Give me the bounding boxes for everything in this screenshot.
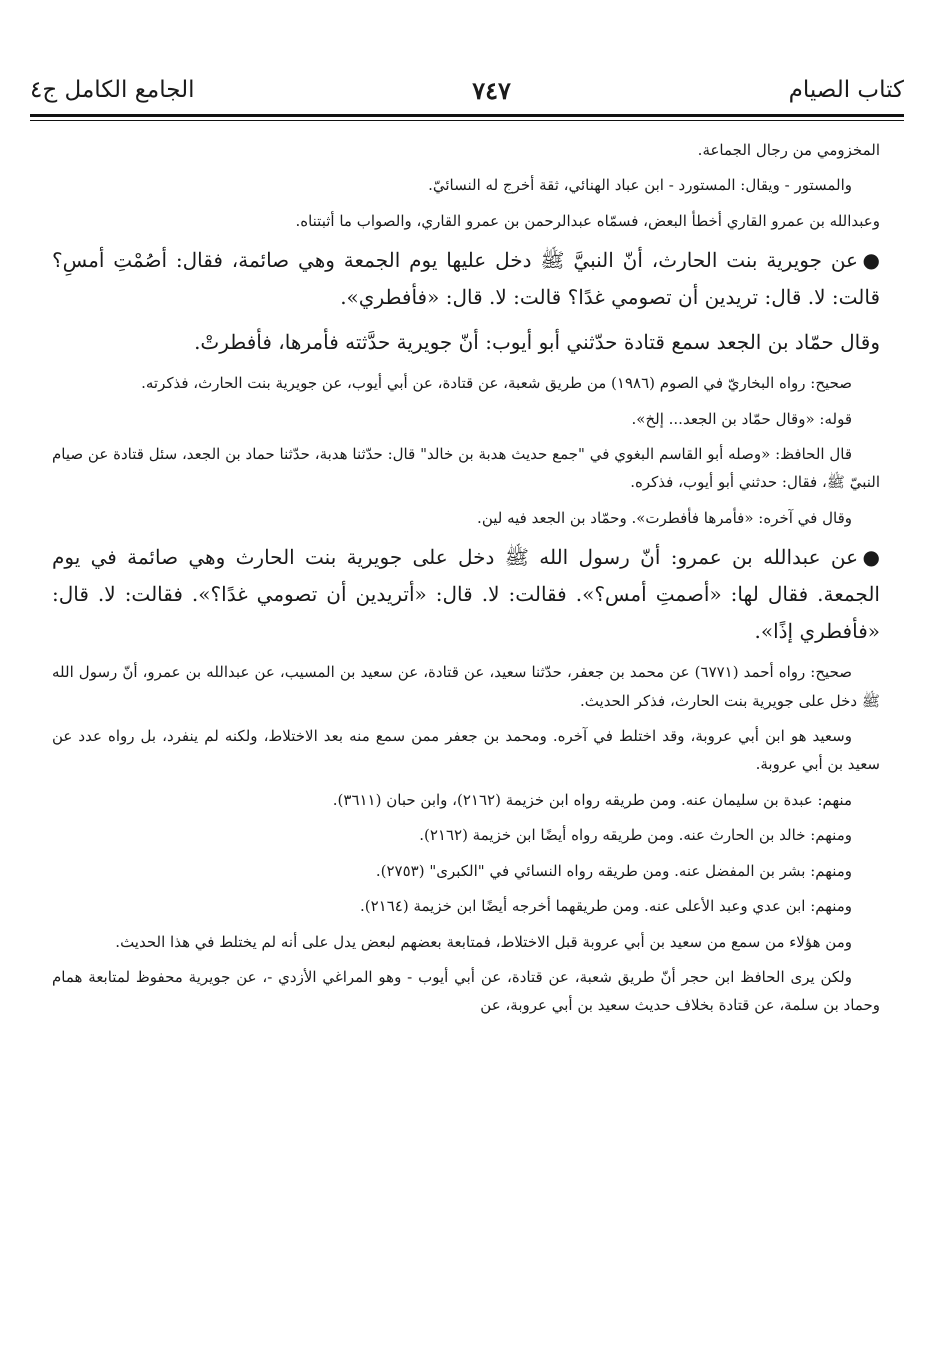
hadith-paragraph	[52, 242, 880, 316]
paragraph-text: وقال حمّاد بن الجعد سمع قتادة حدّثني أبو أيوب: أنّ جويرية حدَّثته فأمرها، فأفطرتْ.	[194, 330, 880, 355]
paragraph-text: ولكن يرى الحافظ ابن حجر أنّ طريق شعبة، عن قتادة، عن أبي أيوب - وهو المراغي الأزدي -، عن جويرية محفوظ لمتابعة همام وحماد بن سلمة، عن قتادة بخلاف حديث سعيد بن أبي عروبة، عن	[52, 967, 880, 1015]
paragraph-text: ومن هؤلاء من سمع من سعيد بن أبي عروبة قبل الاختلاط، فمتابعة بعضهم لبعض يدل على أنه لم يختلط في هذا الحديث.	[115, 932, 852, 951]
paragraph-text: ومنهم: خالد بن الحارث عنه. ومن طريقه رواه أيضًا ابن خزيمة (٢١٦٢).	[419, 826, 852, 845]
paragraph-text: صحيح: رواه أحمد (٦٧٧١) عن محمد بن جعفر، حدّثنا سعيد، عن قتادة، عن سعيد بن المسيب، عن عبدالله بن عمرو، أنّ رسول الله ﷺ دخل على جويرية بنت الحارث، فذكر الحديث.	[52, 663, 880, 710]
paragraph-text: قال الحافظ: «وصله أبو القاسم البغوي في "جمع حديث هدبة بن خالد" قال: حدّثنا هدبة، حدّثنا حماد بن الجعد، سئل قتادة عن صيام النبيّ ﷺ، فقال: حدثني أبو أيوب، فذكره.	[52, 445, 880, 492]
paragraph-text: قوله: «وقال حمّاد بن الجعد... إلخ».	[631, 409, 852, 428]
commentary-paragraph	[52, 440, 880, 497]
commentary-paragraph	[52, 963, 880, 1020]
paragraph-text: ومنهم: بشر بن المفضل عنه. ومن طريقه رواه النسائي في "الكبرى" (٢٧٥٣).	[375, 861, 852, 880]
paragraph-text: والمستور - ويقال: المستورد - ابن عباد الهنائي، ثقة أخرج له النسائيّ.	[428, 176, 852, 195]
chapter-title: كتاب الصيام	[788, 77, 904, 103]
commentary-paragraph	[52, 892, 880, 920]
paragraph-text: وسعيد هو ابن أبي عروبة، وقد اختلط في آخره. ومحمد بن جعفر ممن سمع منه بعد الاختلاط، ولكنه لم ينفرد، بل رواه عدد عن سعيد بن أبي عروبة.	[52, 727, 880, 774]
paragraph-text: عن عبدالله بن عمرو: أنّ رسول الله ﷺ دخل على جويرية بنت الحارث وهي صائمة في يوم الجمعة. فقال لها: «أصمتِ أمس؟». فقالت: لا. قال: «أتريدين أن تصومي غدًا؟». فقالت: لا. قال: «فأفطري إذًا».	[52, 545, 880, 644]
paragraph-text: ومنهم: ابن عدي وعبد الأعلى عنه. ومن طريقهما أخرجه أيضًا ابن خزيمة (٢١٦٤).	[359, 897, 852, 916]
page-header	[30, 68, 904, 112]
commentary-paragraph	[52, 136, 880, 164]
commentary-paragraph	[52, 171, 880, 199]
paragraph-text: وعبدالله بن عمرو القاري أخطأ البعض، فسمّاه عبدالرحمن بن عمرو القاري، والصواب ما أثبتناه.	[295, 211, 880, 230]
paragraph-text: منهم: عبدة بن سليمان عنه. ومن طريقه رواه ابن خزيمة (٢١٦٢)، وابن حبان (٣٦١١).	[332, 790, 852, 809]
commentary-paragraph	[52, 405, 880, 433]
commentary-paragraph	[52, 207, 880, 235]
commentary-paragraph	[52, 722, 880, 779]
paragraph-text: عن جويرية بنت الحارث، أنّ النبيَّ ﷺ دخل عليها يوم الجمعة وهي صائمة، فقال: أصُمْتِ أمسِ؟ قالت: لا. قال: تريدين أن تصومي غدًا؟ قالت: لا. قال: «فأفطري».	[52, 248, 880, 310]
commentary-paragraph	[52, 857, 880, 885]
page-body	[52, 136, 880, 1027]
hadith-paragraph	[52, 539, 880, 650]
header-rule-thick	[30, 114, 904, 117]
bullet-icon: ●	[862, 545, 880, 570]
commentary-paragraph	[52, 928, 880, 956]
commentary-paragraph	[52, 369, 880, 397]
commentary-paragraph	[52, 786, 880, 814]
book-title: الجامع الكامل ج٤	[30, 77, 195, 103]
header-rule-thin	[30, 120, 904, 121]
paragraph-text: صحيح: رواه البخاريّ في الصوم (١٩٨٦) من طريق شعبة، عن قتادة، عن أبي أيوب، عن جويرية بنت الحارث، فذكرته.	[141, 374, 852, 393]
commentary-paragraph	[52, 504, 880, 532]
hadith-paragraph	[52, 324, 880, 361]
page-number: ٧٤٧	[472, 75, 511, 105]
bullet-icon: ●	[862, 248, 880, 273]
commentary-paragraph	[52, 821, 880, 849]
commentary-paragraph	[52, 658, 880, 715]
paragraph-text: المخزومي من رجال الجماعة.	[697, 141, 880, 159]
paragraph-text: وقال في آخره: «فأمرها فأفطرت». وحمّاد بن الجعد فيه لين.	[477, 508, 852, 527]
